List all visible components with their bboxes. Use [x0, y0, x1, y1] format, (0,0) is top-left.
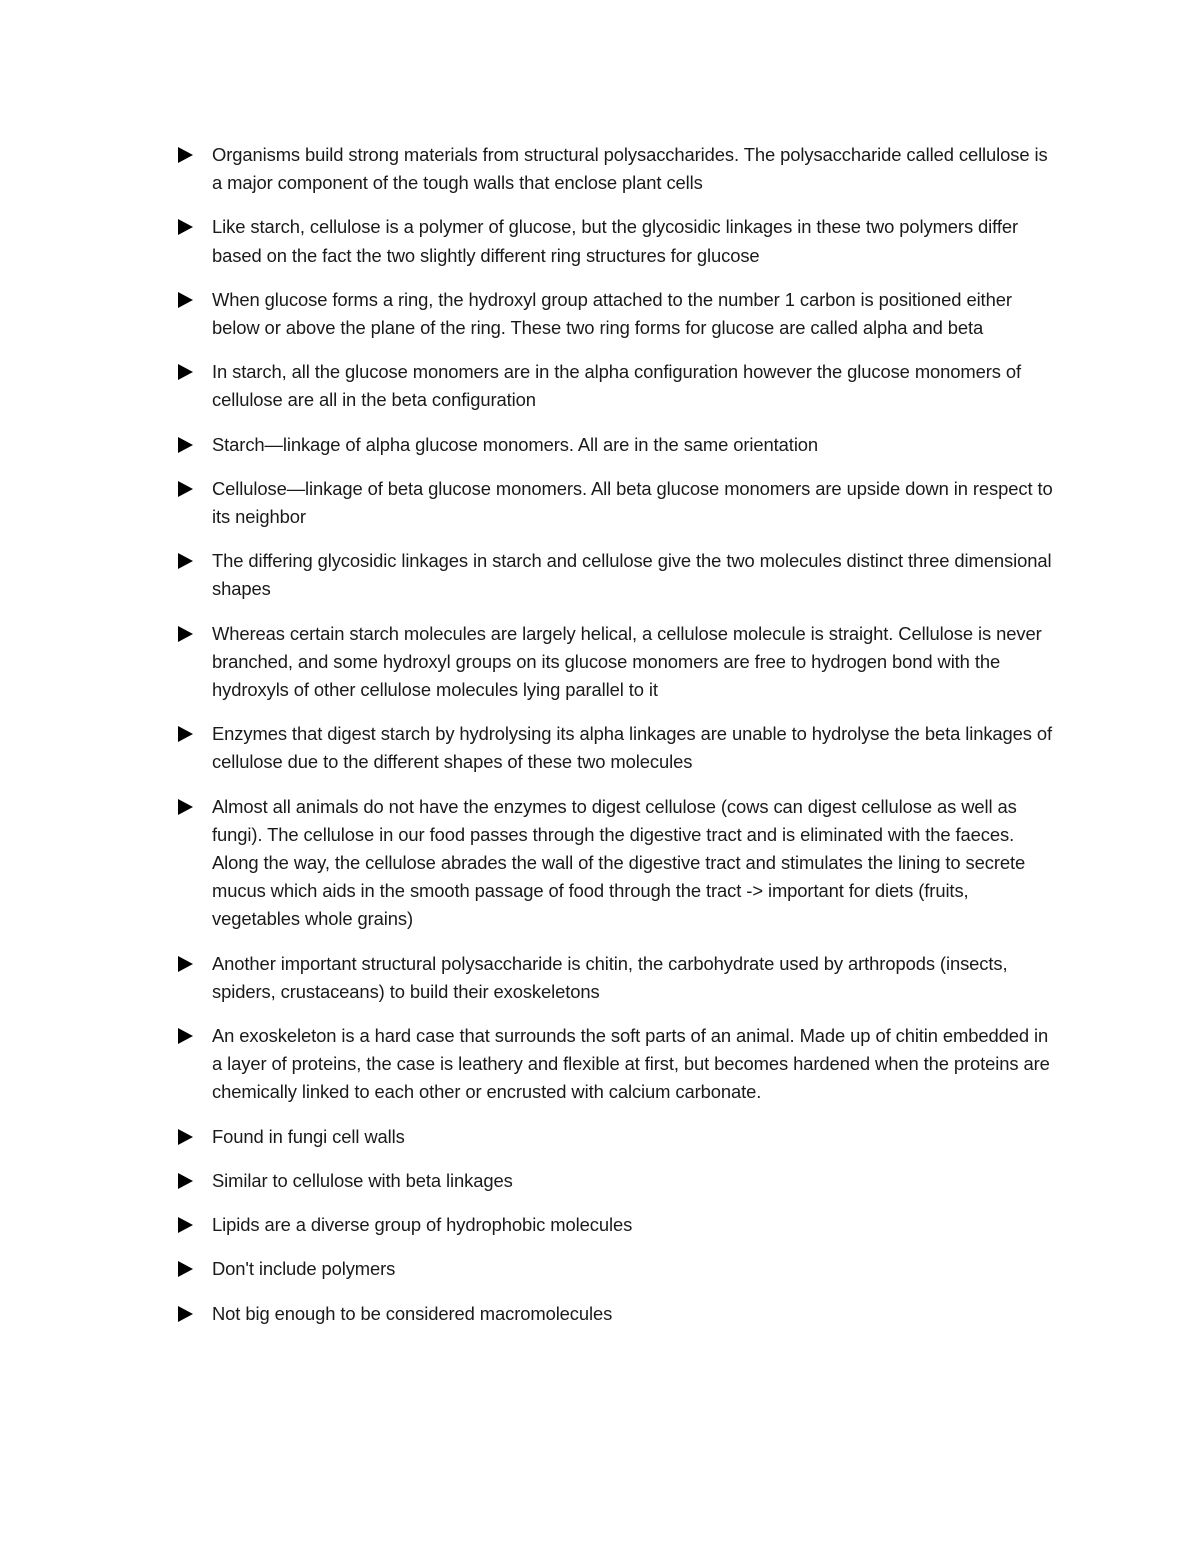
- right-triangle-bullet-icon: [178, 956, 193, 972]
- list-item-text: Organisms build strong materials from structural polysaccharides. The polysaccharide called cellulose is a major component of the tough walls that enclose plant cells: [212, 144, 1048, 194]
- list-item-text: Another important structural polysaccharide is chitin, the carbohydrate used by arthropods (insects, spiders, crustaceans) to build their exoskeletons: [212, 952, 1008, 1002]
- right-triangle-bullet-icon: [178, 437, 193, 453]
- list-item: [176, 1255, 1056, 1283]
- list-item: [176, 1300, 1056, 1328]
- bullet-list: [176, 141, 1056, 1344]
- right-triangle-bullet-icon: [178, 726, 193, 742]
- list-item-text: Cellulose—linkage of beta glucose monomers. All beta glucose monomers are upside down in respect to its neighbor: [212, 477, 1053, 528]
- list-item-text: Found in fungi cell walls: [212, 1125, 405, 1147]
- list-item: [176, 620, 1056, 705]
- list-item-text: In starch, all the glucose monomers are in the alpha configuration however the glucose monomers of cellulose are all in the beta configuration: [212, 361, 1022, 411]
- list-item: [176, 1211, 1056, 1239]
- list-item: [176, 1167, 1056, 1195]
- list-item-text: Not big enough to be considered macromolecules: [212, 1302, 613, 1324]
- right-triangle-bullet-icon: [178, 147, 193, 163]
- list-item: [176, 793, 1056, 934]
- right-triangle-bullet-icon: [178, 219, 193, 235]
- list-item-text: Similar to cellulose with beta linkages: [212, 1169, 513, 1191]
- list-item: [176, 358, 1056, 414]
- right-triangle-bullet-icon: [178, 1306, 193, 1322]
- list-item: [176, 547, 1056, 603]
- list-item: [176, 213, 1056, 269]
- list-item-text: Starch—linkage of alpha glucose monomers. All are in the same orientation: [212, 433, 819, 455]
- list-item: [176, 475, 1056, 531]
- right-triangle-bullet-icon: [178, 481, 193, 497]
- list-item-text: Like starch, cellulose is a polymer of glucose, but the glycosidic linkages in these two polymers differ based on the fact the two slightly different ring structures for glucose: [212, 216, 1018, 266]
- list-item-text: Whereas certain starch molecules are largely helical, a cellulose molecule is straight. Cellulose is never branched, and some hydroxyl groups on its glucose monomers are free to hydrogen bond with the hydroxyls of other cellulose molecules lying parallel to it: [212, 622, 1042, 701]
- list-item-text: Enzymes that digest starch by hydrolysing its alpha linkages are unable to hydrolyse the beta linkages of cellulose due to the different shapes of these two molecules: [212, 723, 1053, 773]
- right-triangle-bullet-icon: [178, 799, 193, 815]
- right-triangle-bullet-icon: [178, 1028, 193, 1044]
- list-item-text: Almost all animals do not have the enzymes to digest cellulose (cows can digest cellulose as well as fungi). The cellulose in our food passes through the digestive tract and is eliminated with the faeces. Along the way, the cellulose abrades the wall of the digestive tract and stimulates the lining to secrete mucus which aids in the smooth passage of food through the tract -> important for diets (fruits, vegetables whole grains): [212, 795, 1026, 930]
- list-item: [176, 720, 1056, 776]
- right-triangle-bullet-icon: [178, 1261, 193, 1277]
- list-item: [176, 141, 1056, 197]
- right-triangle-bullet-icon: [178, 553, 193, 569]
- list-item: [176, 286, 1056, 342]
- list-item-text: Don't include polymers: [212, 1258, 396, 1280]
- list-item-text: When glucose forms a ring, the hydroxyl group attached to the number 1 carbon is positioned either below or above the plane of the ring. These two ring forms for glucose are called alpha and beta: [212, 288, 1012, 339]
- right-triangle-bullet-icon: [178, 292, 193, 308]
- list-item: [176, 1123, 1056, 1151]
- list-item: [176, 1022, 1056, 1107]
- list-item: [176, 950, 1056, 1006]
- list-item-text: The differing glycosidic linkages in starch and cellulose give the two molecules distinct three dimensional shapes: [212, 550, 1052, 600]
- list-item: [176, 431, 1056, 459]
- right-triangle-bullet-icon: [178, 1173, 193, 1189]
- right-triangle-bullet-icon: [178, 364, 193, 380]
- list-item-text: An exoskeleton is a hard case that surrounds the soft parts of an animal. Made up of chitin embedded in a layer of proteins, the case is leathery and flexible at first, but becomes hardened when the proteins are chemically linked to each other or encrusted with calcium carbonate.: [212, 1025, 1050, 1103]
- right-triangle-bullet-icon: [178, 1129, 193, 1145]
- right-triangle-bullet-icon: [178, 626, 193, 642]
- list-item-text: Lipids are a diverse group of hydrophobic molecules: [212, 1214, 633, 1236]
- right-triangle-bullet-icon: [178, 1217, 193, 1233]
